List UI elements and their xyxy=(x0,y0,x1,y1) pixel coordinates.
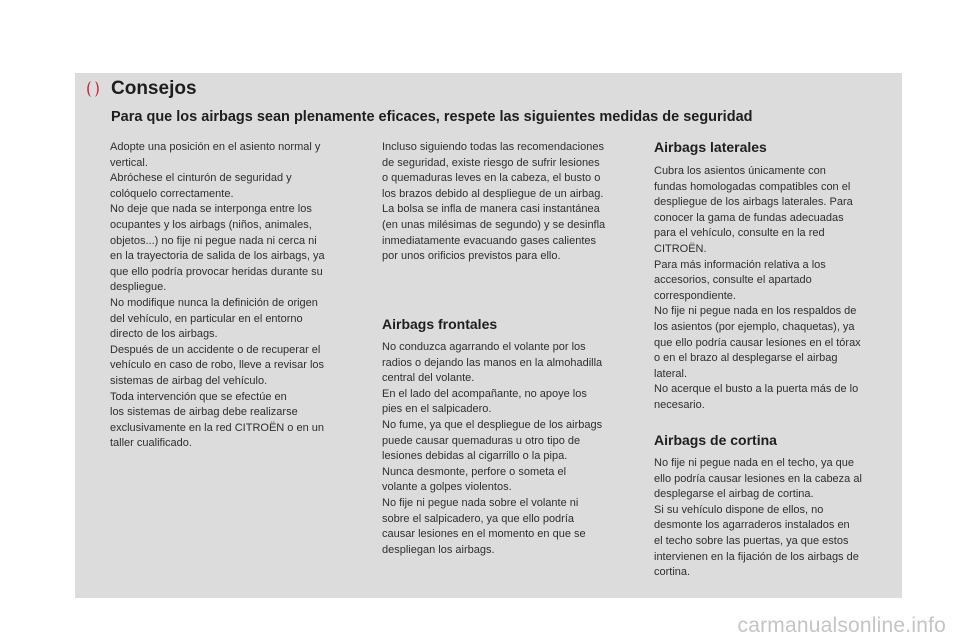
text-line: lateral. xyxy=(654,367,688,380)
text-line: fundas homologadas compatibles con el xyxy=(654,180,851,193)
section-text-frontales xyxy=(382,340,634,558)
text-line: No fije ni pegue nada en los respaldos de xyxy=(654,305,857,318)
text-line: No acerque el busto a la puerta más de lo xyxy=(654,383,859,396)
text-line: Si su vehículo dispone de ellos, no xyxy=(654,503,824,516)
text-line: para el vehículo, consulte en la red xyxy=(654,227,825,240)
section-text-laterales xyxy=(654,164,894,414)
text-line: despliegan los airbags. xyxy=(382,543,495,556)
text-line: Nunca desmonte, perfore o someta el xyxy=(382,465,567,478)
text-line: (en unas milésimas de segundo) y se desinfla xyxy=(382,218,606,231)
text-line: los brazos debido al despliegue de un airbag. xyxy=(382,187,604,200)
text-line: No fije ni pegue nada en el techo, ya que xyxy=(654,457,854,469)
text-line: conocer la gama de fundas adecuadas xyxy=(654,211,844,224)
text-line: radios o dejando las manos en la almohadilla xyxy=(382,356,603,369)
watermark: carmanualsonline.info xyxy=(737,614,946,637)
text-line: correspondiente. xyxy=(654,289,736,302)
text-line: sobre el salpicadero, ya que ello podría xyxy=(382,512,575,525)
text-line: Para más información relativa a los xyxy=(654,258,826,271)
text-line: La bolsa se infla de manera casi instantánea xyxy=(382,203,600,216)
text-line: intervienen en la fijación de los airbags de xyxy=(654,550,859,563)
text-line: Adopte una posición en el asiento normal y xyxy=(110,141,321,153)
airbag-risk-text xyxy=(382,140,634,265)
text-line: desplegarse el airbag de cortina. xyxy=(654,488,814,501)
text-line: directo de los airbags. xyxy=(110,328,218,341)
section-title-cortina: Airbags de cortina xyxy=(654,432,777,448)
text-line: ocupantes y los airbags (niños, animales, xyxy=(110,218,312,231)
text-line: que ello podría provocar heridas durante su xyxy=(110,265,323,278)
text-line: No deje que nada se interponga entre los xyxy=(110,203,312,216)
text-line: Incluso siguiendo todas las recomendaciones xyxy=(382,141,604,153)
text-line: Abróchese el cinturón de seguridad y xyxy=(110,172,292,185)
text-line: ello podría causar lesiones en la cabeza al xyxy=(654,472,862,485)
text-line: los sistemas de airbag debe realizarse xyxy=(110,406,298,419)
page-title: Consejos xyxy=(111,78,197,99)
text-line: pies en el salpicadero. xyxy=(382,403,492,416)
text-line: accesorios, consulte el apartado xyxy=(654,274,812,287)
section-title-frontales: Airbags frontales xyxy=(382,316,498,332)
text-line: central del volante. xyxy=(382,372,475,385)
text-line: desmonte los agarraderos instalados en xyxy=(654,519,850,532)
section-text-cortina xyxy=(654,456,894,581)
text-line: del vehículo, en particular en el entorno xyxy=(110,312,303,325)
text-line: exclusivamente en la red CITROËN o en un xyxy=(110,421,324,434)
text-line: vertical. xyxy=(110,156,148,169)
text-line: el techo sobre las puertas, ya que estos xyxy=(654,534,849,547)
text-line: vehículo en caso de robo, lleve a revisar los xyxy=(110,359,325,372)
text-line: volante a golpes violentos. xyxy=(382,481,512,494)
text-line: No fije ni pegue nada sobre el volante ni xyxy=(382,496,579,509)
text-line: o en el brazo al desplegarse el airbag xyxy=(654,352,838,365)
text-line: los asientos (por ejemplo, chaquetas), ya xyxy=(654,320,855,333)
page-subtitle: Para que los airbags sean plenamente eficaces, respete las siguientes medidas de seguridad xyxy=(111,109,753,125)
text-line: No fume, ya que el despliegue de los airbags xyxy=(382,418,603,431)
text-line: por unos orificios previstos para ello. xyxy=(382,250,561,263)
warning-icon xyxy=(83,80,103,98)
text-line: despliegue de los airbags laterales. Para xyxy=(654,196,853,209)
text-line: No conduzca agarrando el volante por los xyxy=(382,341,586,353)
text-line: lesiones debidas al cigarrillo o la pipa. xyxy=(382,450,568,463)
text-line: objetos...) no fije ni pegue nada ni cerca ni xyxy=(110,234,317,247)
text-line: o quemaduras leves en la cabeza, el busto o xyxy=(382,172,601,185)
text-line: taller cualificado. xyxy=(110,437,192,450)
general-advice-text xyxy=(110,140,358,452)
text-line: colóquelo correctamente. xyxy=(110,187,234,200)
text-line: No modifique nunca la definición de origen xyxy=(110,296,318,309)
text-line: puede causar quemaduras u otro tipo de xyxy=(382,434,581,447)
text-line: cortina. xyxy=(654,566,691,579)
text-line: Cubra los asientos únicamente con xyxy=(654,165,826,177)
text-line: inmediatamente evacuando gases calientes xyxy=(382,234,597,247)
section-title-laterales: Airbags laterales xyxy=(654,139,767,155)
text-line: que ello podría causar lesiones en el tórax xyxy=(654,336,861,349)
text-line: Toda intervención que se efectúe en xyxy=(110,390,287,403)
text-line: causar lesiones en el momento en que se xyxy=(382,528,586,541)
text-line: de seguridad, existe riesgo de sufrir lesiones xyxy=(382,156,600,169)
text-line: sistemas de airbag del vehículo. xyxy=(110,374,268,387)
text-line: en la trayectoria de salida de los airbags, ya xyxy=(110,250,325,263)
text-line: En el lado del acompañante, no apoye los xyxy=(382,387,587,400)
text-line: Después de un accidente o de recuperar el xyxy=(110,343,321,356)
text-line: CITROËN. xyxy=(654,242,707,255)
text-line: necesario. xyxy=(654,398,705,411)
text-line: despliegue. xyxy=(110,281,167,294)
